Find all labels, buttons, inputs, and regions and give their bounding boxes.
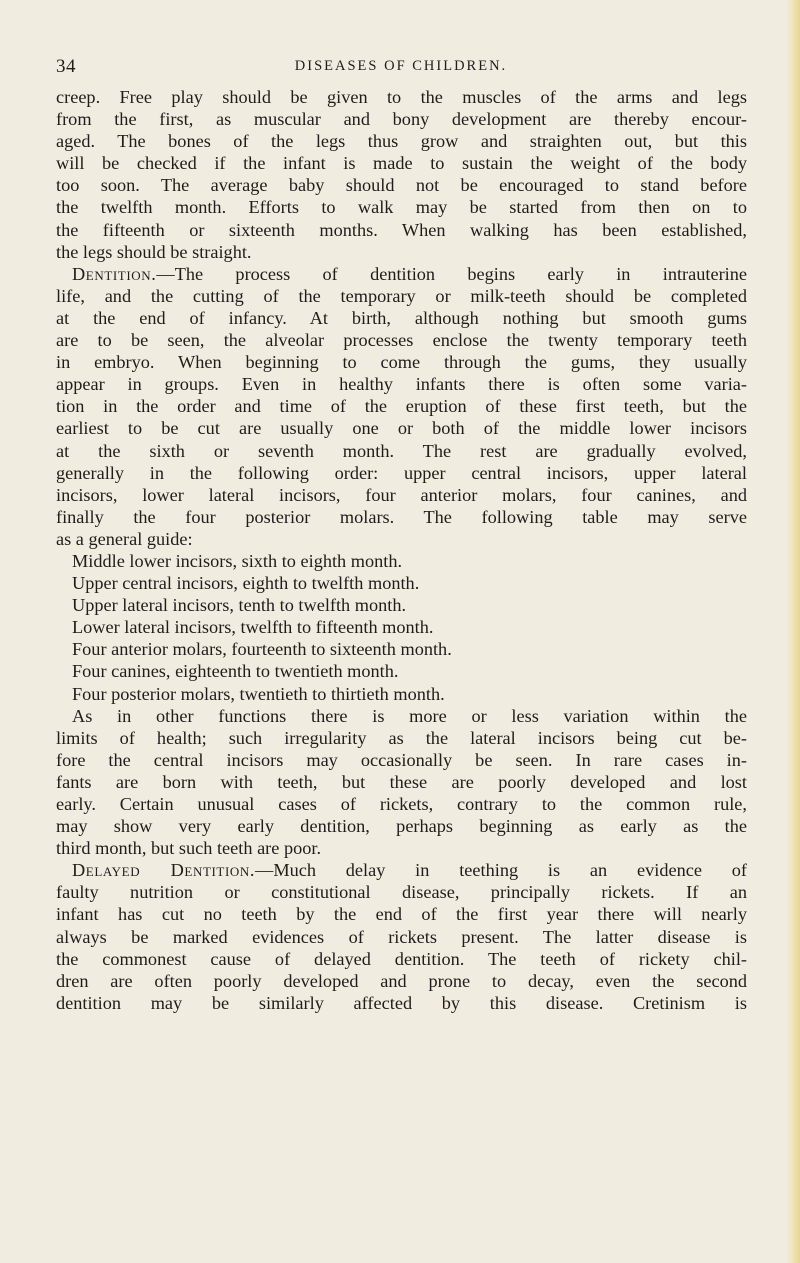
- text-line: [56, 263, 747, 285]
- text-line: [56, 285, 747, 307]
- section-heading: Delayed Dentition.: [72, 860, 256, 881]
- line-text: early. Certain unusual cases of rickets, contrary to the common rule,: [56, 794, 747, 814]
- text-line: [56, 948, 747, 970]
- text-line: [56, 550, 747, 572]
- line-text: fore the central incisors may occasionally be seen. In rare cases in-: [56, 749, 747, 770]
- text-line: [56, 484, 747, 506]
- line-text: always be marked evidences of rickets present. The latter disease is: [56, 926, 747, 947]
- section-heading: Dentition.: [72, 263, 157, 284]
- line-text: limits of health; such irregularity as the lateral incisors being cut be-: [56, 727, 747, 748]
- line-text: tion in the order and time of the eruption of these first teeth, but the: [56, 396, 747, 417]
- text-line: [56, 196, 747, 218]
- text-line: [56, 241, 747, 263]
- line-text: in embryo. When beginning to come through the gums, they usually: [56, 352, 747, 373]
- line-text: may show very early dentition, perhaps beginning as early as the: [56, 816, 747, 837]
- line-text: earliest to be cut are usually one or both of the middle lower incisors: [56, 418, 747, 439]
- text-line: [56, 307, 747, 329]
- text-line: [56, 528, 747, 550]
- line-text: are to be seen, the alveolar processes enclose the twenty temporary teeth: [56, 330, 747, 351]
- text-line: [56, 705, 747, 727]
- text-line: [56, 992, 747, 1014]
- line-text: Middle lower incisors, sixth to eighth month.: [72, 550, 403, 571]
- text-line: [56, 970, 747, 992]
- line-text: Four anterior molars, fourteenth to sixteenth month.: [72, 639, 452, 660]
- text-line: [56, 616, 747, 638]
- line-text: —Much delay in teething is an evidence of: [255, 860, 747, 881]
- text-line: [56, 837, 747, 859]
- text-line: [56, 373, 747, 395]
- text-line: [56, 815, 747, 837]
- text-line: [56, 859, 747, 881]
- line-text: fants are born with teeth, but these are poorly developed and lost: [56, 771, 747, 792]
- line-text: generally in the following order: upper central incisors, upper lateral: [56, 462, 747, 483]
- text-line: [56, 86, 747, 108]
- running-head: DISEASES OF CHILDREN.: [294, 58, 508, 74]
- body-text: [56, 86, 747, 1014]
- text-line: [56, 793, 747, 815]
- page-number: 34: [56, 56, 76, 77]
- line-text: at the sixth or seventh month. The rest are gradually evolved,: [56, 440, 747, 461]
- text-line: [56, 749, 747, 771]
- page-header: [56, 56, 746, 80]
- line-text: Lower lateral incisors, twelfth to fifteenth month.: [72, 617, 434, 638]
- text-line: [56, 683, 747, 705]
- text-line: [56, 329, 747, 351]
- text-line: [56, 108, 747, 130]
- text-line: [56, 727, 747, 749]
- line-text: will be checked if the infant is made to sustain the weight of the body: [56, 153, 747, 174]
- text-line: [56, 506, 747, 528]
- text-line: [56, 395, 747, 417]
- line-text: dentition may be similarly affected by this disease. Cretinism is: [56, 992, 747, 1013]
- text-line: [56, 881, 747, 903]
- text-line: [56, 926, 747, 948]
- line-text: creep. Free play should be given to the muscles of the arms and legs: [56, 87, 747, 107]
- text-line: [56, 572, 747, 594]
- line-text: the fifteenth or sixteenth months. When walking has been established,: [56, 219, 747, 240]
- text-line: [56, 903, 747, 925]
- line-text: dren are often poorly developed and prone to decay, even the second: [56, 970, 747, 991]
- line-text: third month, but such teeth are poor.: [56, 838, 322, 859]
- text-line: [56, 440, 747, 462]
- line-text: as a general guide:: [56, 528, 193, 549]
- line-text: the commonest cause of delayed dentition. The teeth of rickety chil-: [56, 948, 747, 969]
- line-text: Upper central incisors, eighth to twelfth month.: [72, 573, 420, 594]
- line-text: Upper lateral incisors, tenth to twelfth month.: [72, 595, 407, 616]
- page-edge: [786, 0, 800, 1263]
- text-line: [56, 174, 747, 196]
- line-text: too soon. The average baby should not be encouraged to stand before: [56, 175, 747, 196]
- line-text: faulty nutrition or constitutional disease, principally rickets. If an: [56, 882, 747, 903]
- line-text: incisors, lower lateral incisors, four anterior molars, four canines, and: [56, 484, 747, 505]
- line-text: Four canines, eighteenth to twentieth month.: [72, 661, 399, 682]
- text-line: [56, 771, 747, 793]
- line-text: aged. The bones of the legs thus grow and straighten out, but this: [56, 131, 747, 152]
- line-text: infant has cut no teeth by the end of the first year there will nearly: [56, 904, 747, 925]
- line-text: As in other functions there is more or less variation within the: [72, 705, 747, 726]
- text-line: [56, 417, 747, 439]
- text-line: [56, 351, 747, 373]
- text-line: [56, 660, 747, 682]
- line-text: from the first, as muscular and bony development are thereby encour-: [56, 109, 747, 130]
- line-text: life, and the cutting of the temporary or milk-teeth should be completed: [56, 285, 747, 306]
- line-text: appear in groups. Even in healthy infants there is often some varia-: [56, 374, 747, 395]
- text-line: [56, 130, 747, 152]
- text-line: [56, 462, 747, 484]
- line-text: the twelfth month. Efforts to walk may be started from then on to: [56, 197, 747, 218]
- line-text: —The process of dentition begins early in intrauterine: [156, 263, 747, 284]
- text-line: [56, 638, 747, 660]
- text-line: [56, 219, 747, 241]
- line-text: finally the four posterior molars. The following table may serve: [56, 506, 747, 527]
- text-line: [56, 594, 747, 616]
- text-line: [56, 152, 747, 174]
- line-text: the legs should be straight.: [56, 241, 252, 262]
- line-text: at the end of infancy. At birth, although nothing but smooth gums: [56, 307, 747, 328]
- line-text: Four posterior molars, twentieth to thirtieth month.: [72, 683, 445, 704]
